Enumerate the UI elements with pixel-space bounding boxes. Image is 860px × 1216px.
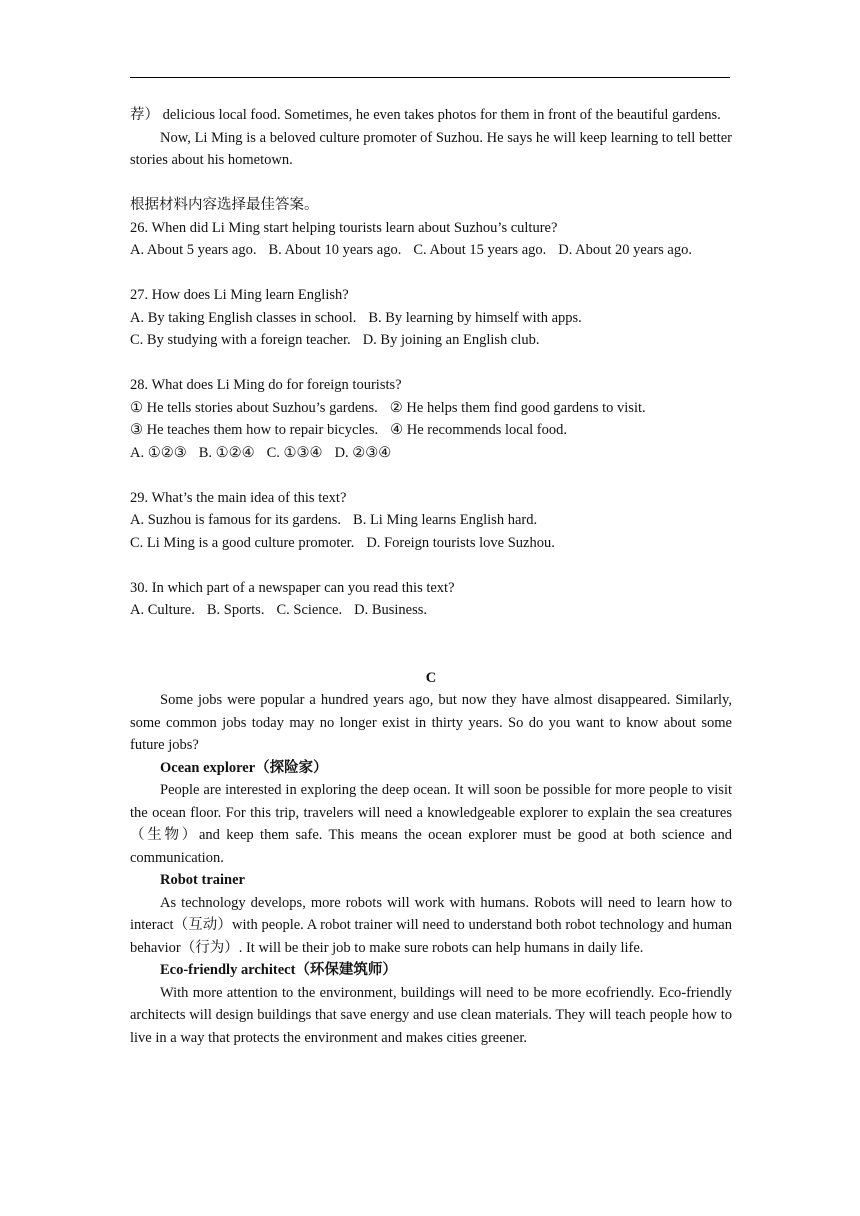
answer-option: B. Li Ming learns English hard. — [353, 512, 538, 528]
answer-option: D. About 20 years ago. — [558, 242, 692, 258]
question-stem: 30. In which part of a newspaper can you read this text? — [130, 579, 455, 596]
header-rule — [130, 77, 730, 78]
answer-option: B. About 10 years ago. — [268, 242, 402, 258]
option-line — [130, 397, 732, 420]
question-block — [130, 487, 732, 577]
answer-option: C. About 15 years ago. — [413, 242, 547, 258]
option-line — [130, 329, 732, 352]
section-body: People are interested in exploring the deep ocean. It will soon be possible for more people to visit the ocean floor. For this trip, travelers will need a knowledgeable explorer to explain the sea creatures（生物）and keep them safe. This means the ocean explorer must be good at both science and communication. — [130, 782, 732, 866]
answer-option: B. Sports. — [206, 602, 265, 618]
answer-option: C. ①③④ — [266, 444, 323, 461]
section-body: With more attention to the environment, buildings will need to be more ecofriendly. Eco-friendly architects will design buildings that save energy and use clean materials. They will teach people how to live in a way that protects the environment and makes cities greener. — [130, 984, 732, 1046]
passage-b-paragraph: 荐） delicious local food. Sometimes, he even takes photos for them in front of the beautiful gardens. — [130, 107, 721, 123]
answer-option: ④ He recommends local food. — [390, 422, 568, 438]
answer-option: A. ①②③ — [130, 444, 187, 461]
answer-option: A. By taking English classes in school. — [130, 309, 357, 326]
passage-c-sections — [130, 757, 732, 1050]
instruction: 根据材料内容选择最佳答案。 — [130, 197, 319, 213]
document-page — [130, 104, 732, 1049]
section-heading: Robot trainer — [160, 872, 245, 888]
answer-option: ③ He teaches them how to repair bicycles. — [130, 422, 379, 438]
answer-option: A. About 5 years ago. — [130, 242, 257, 258]
section-heading: Ocean explorer（探险家） — [160, 759, 328, 776]
question-list — [130, 217, 732, 622]
question-stem: 26. When did Li Ming start helping tourists learn about Suzhou’s culture? — [130, 219, 558, 236]
answer-option: ② He helps them find good gardens to visit. — [389, 399, 646, 416]
option-line — [130, 419, 732, 442]
option-line — [130, 307, 732, 330]
answer-option: D. Foreign tourists love Suzhou. — [366, 534, 555, 551]
section-body: As technology develops, more robots will work with humans. Robots will need to learn how to interact（互动）with people. A robot trainer will need to understand both robot technology and human behavior（行为）. It will be their job to make sure robots can help humans in daily life. — [130, 894, 732, 956]
question-block — [130, 374, 732, 487]
passage-c-title: C — [425, 669, 437, 686]
question-block — [130, 284, 732, 374]
question-block — [130, 577, 732, 622]
question-block — [130, 217, 732, 285]
answer-option: D. Business. — [354, 602, 428, 618]
option-line — [130, 509, 732, 532]
option-line — [130, 239, 732, 262]
answer-option: B. ①②④ — [198, 444, 255, 461]
answer-option: C. By studying with a foreign teacher. — [130, 332, 351, 348]
question-stem: 29. What’s the main idea of this text? — [130, 489, 347, 506]
passage-b-paragraph: Now, Li Ming is a beloved culture promoter of Suzhou. He says he will keep learning to tell better stories about his hometown. — [130, 129, 732, 168]
answer-option: A. Suzhou is famous for its gardens. — [130, 512, 342, 528]
answer-option: ① He tells stories about Suzhou’s gardens. — [130, 399, 378, 416]
answer-option: D. ②③④ — [334, 444, 392, 461]
answer-option: B. By learning by himself with apps. — [368, 309, 582, 326]
answer-option: C. Science. — [276, 602, 343, 618]
question-stem: 28. What does Li Ming do for foreign tourists? — [130, 377, 402, 393]
option-line — [130, 599, 732, 622]
section-heading: Eco-friendly architect（环保建筑师） — [160, 962, 397, 978]
option-line — [130, 532, 732, 555]
answer-option: D. By joining an English club. — [362, 332, 540, 348]
answer-option: A. Culture. — [130, 602, 195, 618]
option-line — [130, 442, 732, 465]
question-stem: 27. How does Li Ming learn English? — [130, 287, 349, 303]
answer-option: C. Li Ming is a good culture promoter. — [130, 534, 355, 551]
passage-c-intro: Some jobs were popular a hundred years ago, but now they have almost disappeared. Similarly, some common jobs today may no longer exist in thirty years. So do you want to know about some future jobs? — [130, 692, 732, 753]
